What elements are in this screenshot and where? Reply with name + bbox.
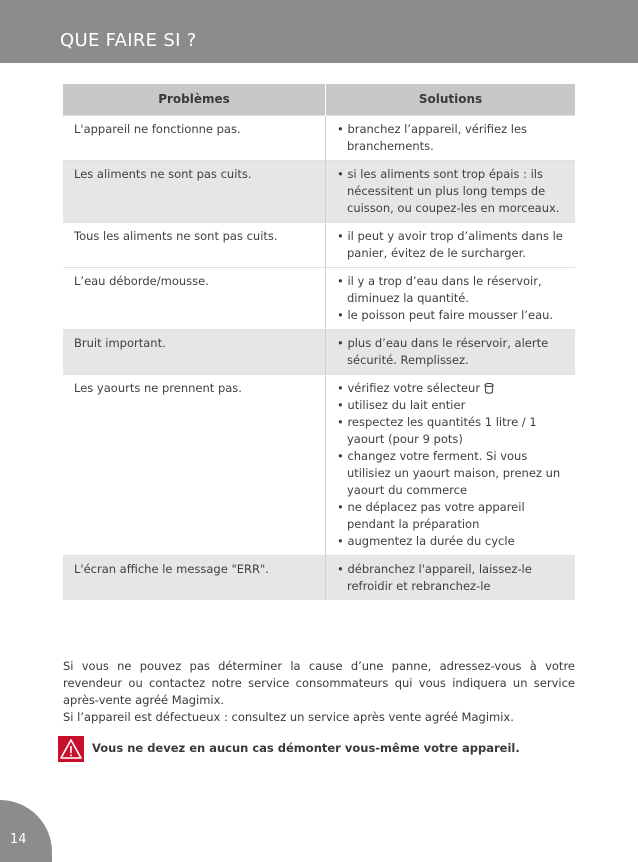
solution-item: • débranchez l'appareil, laissez-le refroidir et rebranchez-le bbox=[337, 562, 532, 593]
problem-cell: Les yaourts ne prennent pas. bbox=[63, 375, 326, 556]
solution-cell bbox=[326, 116, 576, 161]
problem-cell: Les aliments ne sont pas cuits. bbox=[63, 161, 326, 223]
problem-cell: L'appareil ne fonctionne pas. bbox=[63, 116, 326, 161]
problem-cell: L’eau déborde/mousse. bbox=[63, 268, 326, 330]
problem-cell: Tous les aliments ne sont pas cuits. bbox=[63, 223, 326, 268]
solution-item: • le poisson peut faire mousser l’eau. bbox=[337, 308, 554, 322]
problem-cell: L'écran affiche le message "ERR". bbox=[63, 556, 326, 601]
problem-cell: Bruit important. bbox=[63, 330, 326, 375]
solution-cell bbox=[326, 223, 576, 268]
yaourt-pot-icon bbox=[484, 383, 494, 394]
defect-paragraph: Si l’appareil est défectueux : consultez un service après vente agréé Magimix. bbox=[63, 710, 514, 724]
warning-text: Vous ne devez en aucun cas démonter vous-même votre appareil. bbox=[92, 741, 520, 755]
solution-item bbox=[337, 380, 569, 397]
solution-item: • ne déplacez pas votre appareil pendant la préparation bbox=[337, 500, 525, 531]
solution-cell bbox=[326, 268, 576, 330]
problems-header: Problèmes bbox=[63, 84, 326, 116]
page-number: 14 bbox=[10, 832, 27, 847]
solution-item: • utilisez du lait entier bbox=[337, 398, 466, 412]
solution-item: • augmentez la durée du cycle bbox=[337, 534, 515, 548]
warning-triangle-icon bbox=[58, 736, 84, 762]
solution-item: • respectez les quantités 1 litre / 1 yaourt (pour 9 pots) bbox=[337, 415, 537, 446]
solution-item: • changez votre ferment. Si vous utilisiez un yaourt maison, prenez un yaourt du commerce bbox=[337, 449, 561, 497]
solution-item-text: • vérifiez votre sélecteur bbox=[337, 381, 481, 395]
table-header-row bbox=[63, 84, 575, 116]
solution-item: • branchez l’appareil, vérifiez les branchements. bbox=[337, 122, 528, 153]
table-row bbox=[63, 330, 575, 375]
troubleshooting-table bbox=[63, 84, 575, 600]
table-row bbox=[63, 268, 575, 330]
solution-item: • il peut y avoir trop d’aliments dans le panier, évitez de le surcharger. bbox=[337, 229, 563, 260]
table-row bbox=[63, 556, 575, 601]
solution-cell bbox=[326, 375, 576, 556]
table-row bbox=[63, 375, 575, 556]
solution-cell bbox=[326, 556, 576, 601]
warning-notice bbox=[58, 736, 578, 764]
solution-cell bbox=[326, 161, 576, 223]
table-row bbox=[63, 223, 575, 268]
support-paragraph: Si vous ne pouvez pas déterminer la cause d’une panne, adressez-vous à votre revendeur ou contactez notre service consommateurs qui vous indiquera un service après-vente agréé Magimix. bbox=[63, 659, 575, 707]
solution-item: • si les aliments sont trop épais : ils nécessitent un plus long temps de cuisson, ou coupez-les en morceaux. bbox=[337, 167, 560, 215]
solution-item: • plus d’eau dans le réservoir, alerte sécurité. Remplissez. bbox=[337, 336, 549, 367]
page-number-tab bbox=[0, 800, 52, 862]
solution-cell bbox=[326, 330, 576, 375]
solutions-header: Solutions bbox=[326, 84, 576, 116]
table-row bbox=[63, 116, 575, 161]
solution-item: • il y a trop d’eau dans le réservoir, diminuez la quantité. bbox=[337, 274, 542, 305]
table-row bbox=[63, 161, 575, 223]
page-title: QUE FAIRE SI ? bbox=[60, 30, 197, 51]
